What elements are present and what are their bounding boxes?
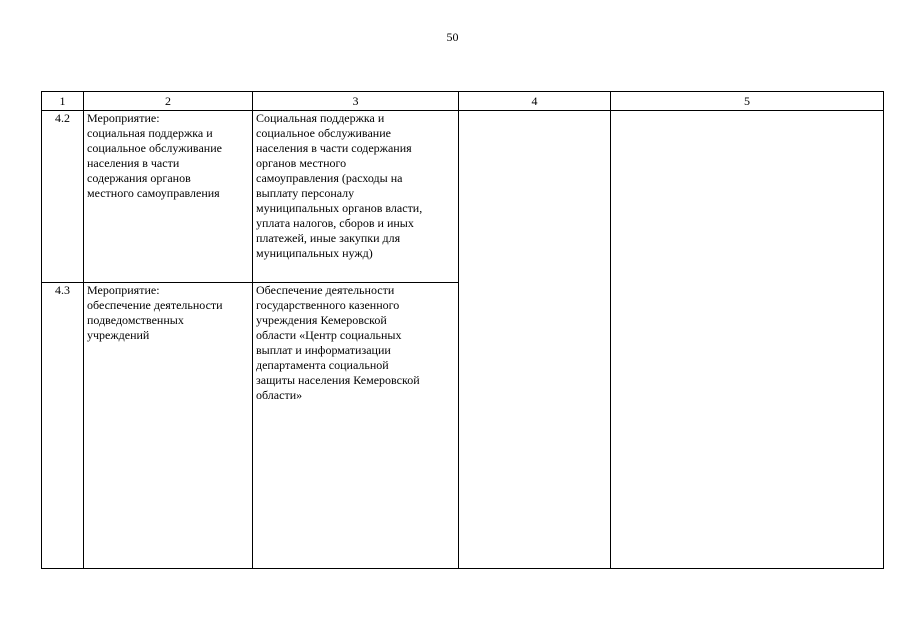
text-line: департамента социальной: [256, 358, 389, 372]
text-line: населения в части содержания: [256, 141, 412, 155]
text-line: государственного казенного: [256, 298, 400, 312]
text-line: Обеспечение деятельности: [256, 283, 395, 297]
text-line: Социальная поддержка и: [256, 111, 385, 125]
text-line: обеспечение деятельности: [87, 298, 223, 312]
description-cell: [253, 283, 459, 569]
column-5-empty-cell: [611, 111, 884, 569]
text-line: подведомственных: [87, 313, 184, 327]
page-number: 50: [446, 30, 459, 44]
column-header-1: 1: [42, 92, 84, 111]
document-table: [41, 91, 884, 569]
text-line: органов местного: [256, 156, 347, 170]
text-line: муниципальных органов власти,: [256, 201, 423, 215]
event-name-cell: [84, 283, 253, 569]
column-header-5: 5: [611, 92, 884, 111]
text-line: Мероприятие:: [87, 111, 160, 125]
text-line: защиты населения Кемеровской: [256, 373, 420, 387]
table-header-row: [42, 92, 884, 111]
text-line: Мероприятие:: [87, 283, 160, 297]
text-line: социальное обслуживание: [87, 141, 222, 155]
text-line: содержания органов: [87, 171, 191, 185]
text-line: области «Центр социальных: [256, 328, 402, 342]
text-line: области»: [256, 388, 303, 402]
text-line: выплату персоналу: [256, 186, 355, 200]
table-row: [42, 111, 884, 283]
text-line: платежей, иные закупки для: [256, 231, 401, 245]
text-line: учреждений: [87, 328, 150, 342]
column-4-empty-cell: [459, 111, 611, 569]
text-line: учреждения Кемеровской: [256, 313, 387, 327]
text-line: самоуправления (расходы на: [256, 171, 403, 185]
event-name-cell: [84, 111, 253, 283]
description-cell: [253, 111, 459, 283]
text-line: местного самоуправления: [87, 186, 220, 200]
text-line: социальная поддержка и: [87, 126, 213, 140]
column-header-3: 3: [253, 92, 459, 111]
text-line: муниципальных нужд): [256, 246, 373, 260]
text-line: социальное обслуживание: [256, 126, 391, 140]
text-line: уплата налогов, сборов и иных: [256, 216, 414, 230]
text-line: населения в части: [87, 156, 180, 170]
row-number-4-2: 4.2: [42, 111, 84, 283]
row-number-4-3: 4.3: [42, 283, 84, 569]
text-line: выплат и информатизации: [256, 343, 391, 357]
column-header-2: 2: [84, 92, 253, 111]
column-header-4: 4: [459, 92, 611, 111]
